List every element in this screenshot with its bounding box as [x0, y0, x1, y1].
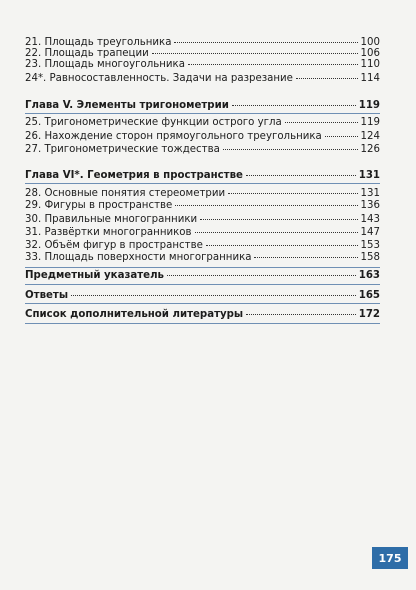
- toc-entry-31[interactable]: [25, 227, 380, 239]
- toc-further-reading[interactable]: [25, 309, 380, 321]
- leader-dots: [175, 205, 357, 206]
- toc-entry-32[interactable]: [25, 240, 380, 252]
- toc-entry-28[interactable]: [25, 188, 380, 200]
- show-through-texture: [40, 340, 380, 510]
- toc-entry-page: 114: [360, 73, 380, 84]
- toc-section-page: 172: [358, 309, 380, 320]
- toc-entry-page: 147: [360, 227, 380, 238]
- leader-dots: [246, 175, 356, 176]
- section-divider: [25, 303, 380, 304]
- toc-section-page: 163: [358, 270, 380, 281]
- toc-section-title: Ответы: [25, 290, 69, 301]
- leader-dots: [167, 275, 356, 276]
- leader-dots: [232, 105, 356, 106]
- toc-entry-33[interactable]: [25, 252, 380, 264]
- toc-entry-title: 32. Объём фигур в пространстве: [25, 240, 203, 251]
- leader-dots: [296, 78, 358, 79]
- leader-dots: [188, 64, 358, 65]
- toc-entry-23[interactable]: [25, 59, 380, 71]
- leader-dots: [174, 42, 357, 43]
- toc-entry-title: 24*. Равносоставленность. Задачи на разрезание: [25, 73, 293, 84]
- toc-entry-27[interactable]: [25, 144, 380, 156]
- toc-chapter-page: 131: [358, 170, 380, 181]
- section-divider: [25, 323, 380, 324]
- toc-entry-page: 143: [360, 214, 380, 225]
- toc-entry-title: 25. Тригонометрические функции острого угла: [25, 117, 282, 128]
- toc-section-title: Предметный указатель: [25, 270, 164, 281]
- toc-entry-page: 153: [360, 240, 380, 251]
- toc-answers[interactable]: [25, 290, 380, 302]
- toc-section-page: 165: [358, 290, 380, 301]
- leader-dots: [254, 257, 357, 258]
- toc-entry-page: 100: [360, 37, 380, 48]
- leader-dots: [246, 314, 356, 315]
- toc-entry-title: 31. Развёртки многогранников: [25, 227, 192, 238]
- leader-dots: [285, 122, 358, 123]
- toc-chapter-5[interactable]: [25, 100, 380, 112]
- toc-entry-page: 124: [360, 131, 380, 142]
- toc-entry-26[interactable]: [25, 131, 380, 143]
- leader-dots: [152, 53, 358, 54]
- leader-dots: [206, 245, 358, 246]
- toc-entry-page: 106: [360, 48, 380, 59]
- toc-entry-30[interactable]: [25, 214, 380, 226]
- toc-entry-title: 27. Тригонометрические тождества: [25, 144, 220, 155]
- leader-dots: [325, 136, 358, 137]
- toc-entry-title: 21. Площадь треугольника: [25, 37, 172, 48]
- toc-chapter-page: 119: [358, 100, 380, 111]
- toc-entry-29[interactable]: [25, 200, 380, 212]
- toc-entry-title: 23. Площадь многоугольника: [25, 59, 185, 70]
- toc-entry-page: 110: [360, 59, 380, 70]
- toc-subject-index[interactable]: [25, 270, 380, 282]
- toc-entry-page: 131: [360, 188, 380, 199]
- toc-entry-24[interactable]: [25, 73, 380, 85]
- toc-section-title: Список дополнительной литературы: [25, 309, 244, 320]
- toc-entry-title: 29. Фигуры в пространстве: [25, 200, 173, 211]
- leader-dots: [200, 219, 357, 220]
- toc-entry-page: 119: [360, 117, 380, 128]
- toc-entry-title: 30. Правильные многогранники: [25, 214, 198, 225]
- section-divider: [25, 284, 380, 285]
- toc-entry-title: 22. Площадь трапеции: [25, 48, 149, 59]
- toc-entry-page: 158: [360, 252, 380, 263]
- toc-entry-page: 136: [360, 200, 380, 211]
- toc-chapter-title: Глава V. Элементы тригонометрии: [25, 100, 229, 111]
- toc-entry-page: 126: [360, 144, 380, 155]
- chapter-divider: [25, 183, 380, 184]
- toc-entry-title: 28. Основные понятия стереометрии: [25, 188, 226, 199]
- chapter-divider: [25, 113, 380, 114]
- leader-dots: [71, 295, 356, 296]
- toc-entry-25[interactable]: [25, 117, 380, 129]
- toc-chapter-6[interactable]: [25, 170, 380, 182]
- toc-entry-title: 26. Нахождение сторон прямоугольного треугольника: [25, 131, 322, 142]
- leader-dots: [195, 232, 358, 233]
- section-divider: [25, 267, 380, 268]
- toc-entry-title: 33. Площадь поверхности многогранника: [25, 252, 252, 263]
- leader-dots: [228, 193, 357, 194]
- toc-chapter-title: Глава VI*. Геометрия в пространстве: [25, 170, 243, 181]
- leader-dots: [223, 149, 358, 150]
- page-number-badge: 175: [372, 547, 408, 569]
